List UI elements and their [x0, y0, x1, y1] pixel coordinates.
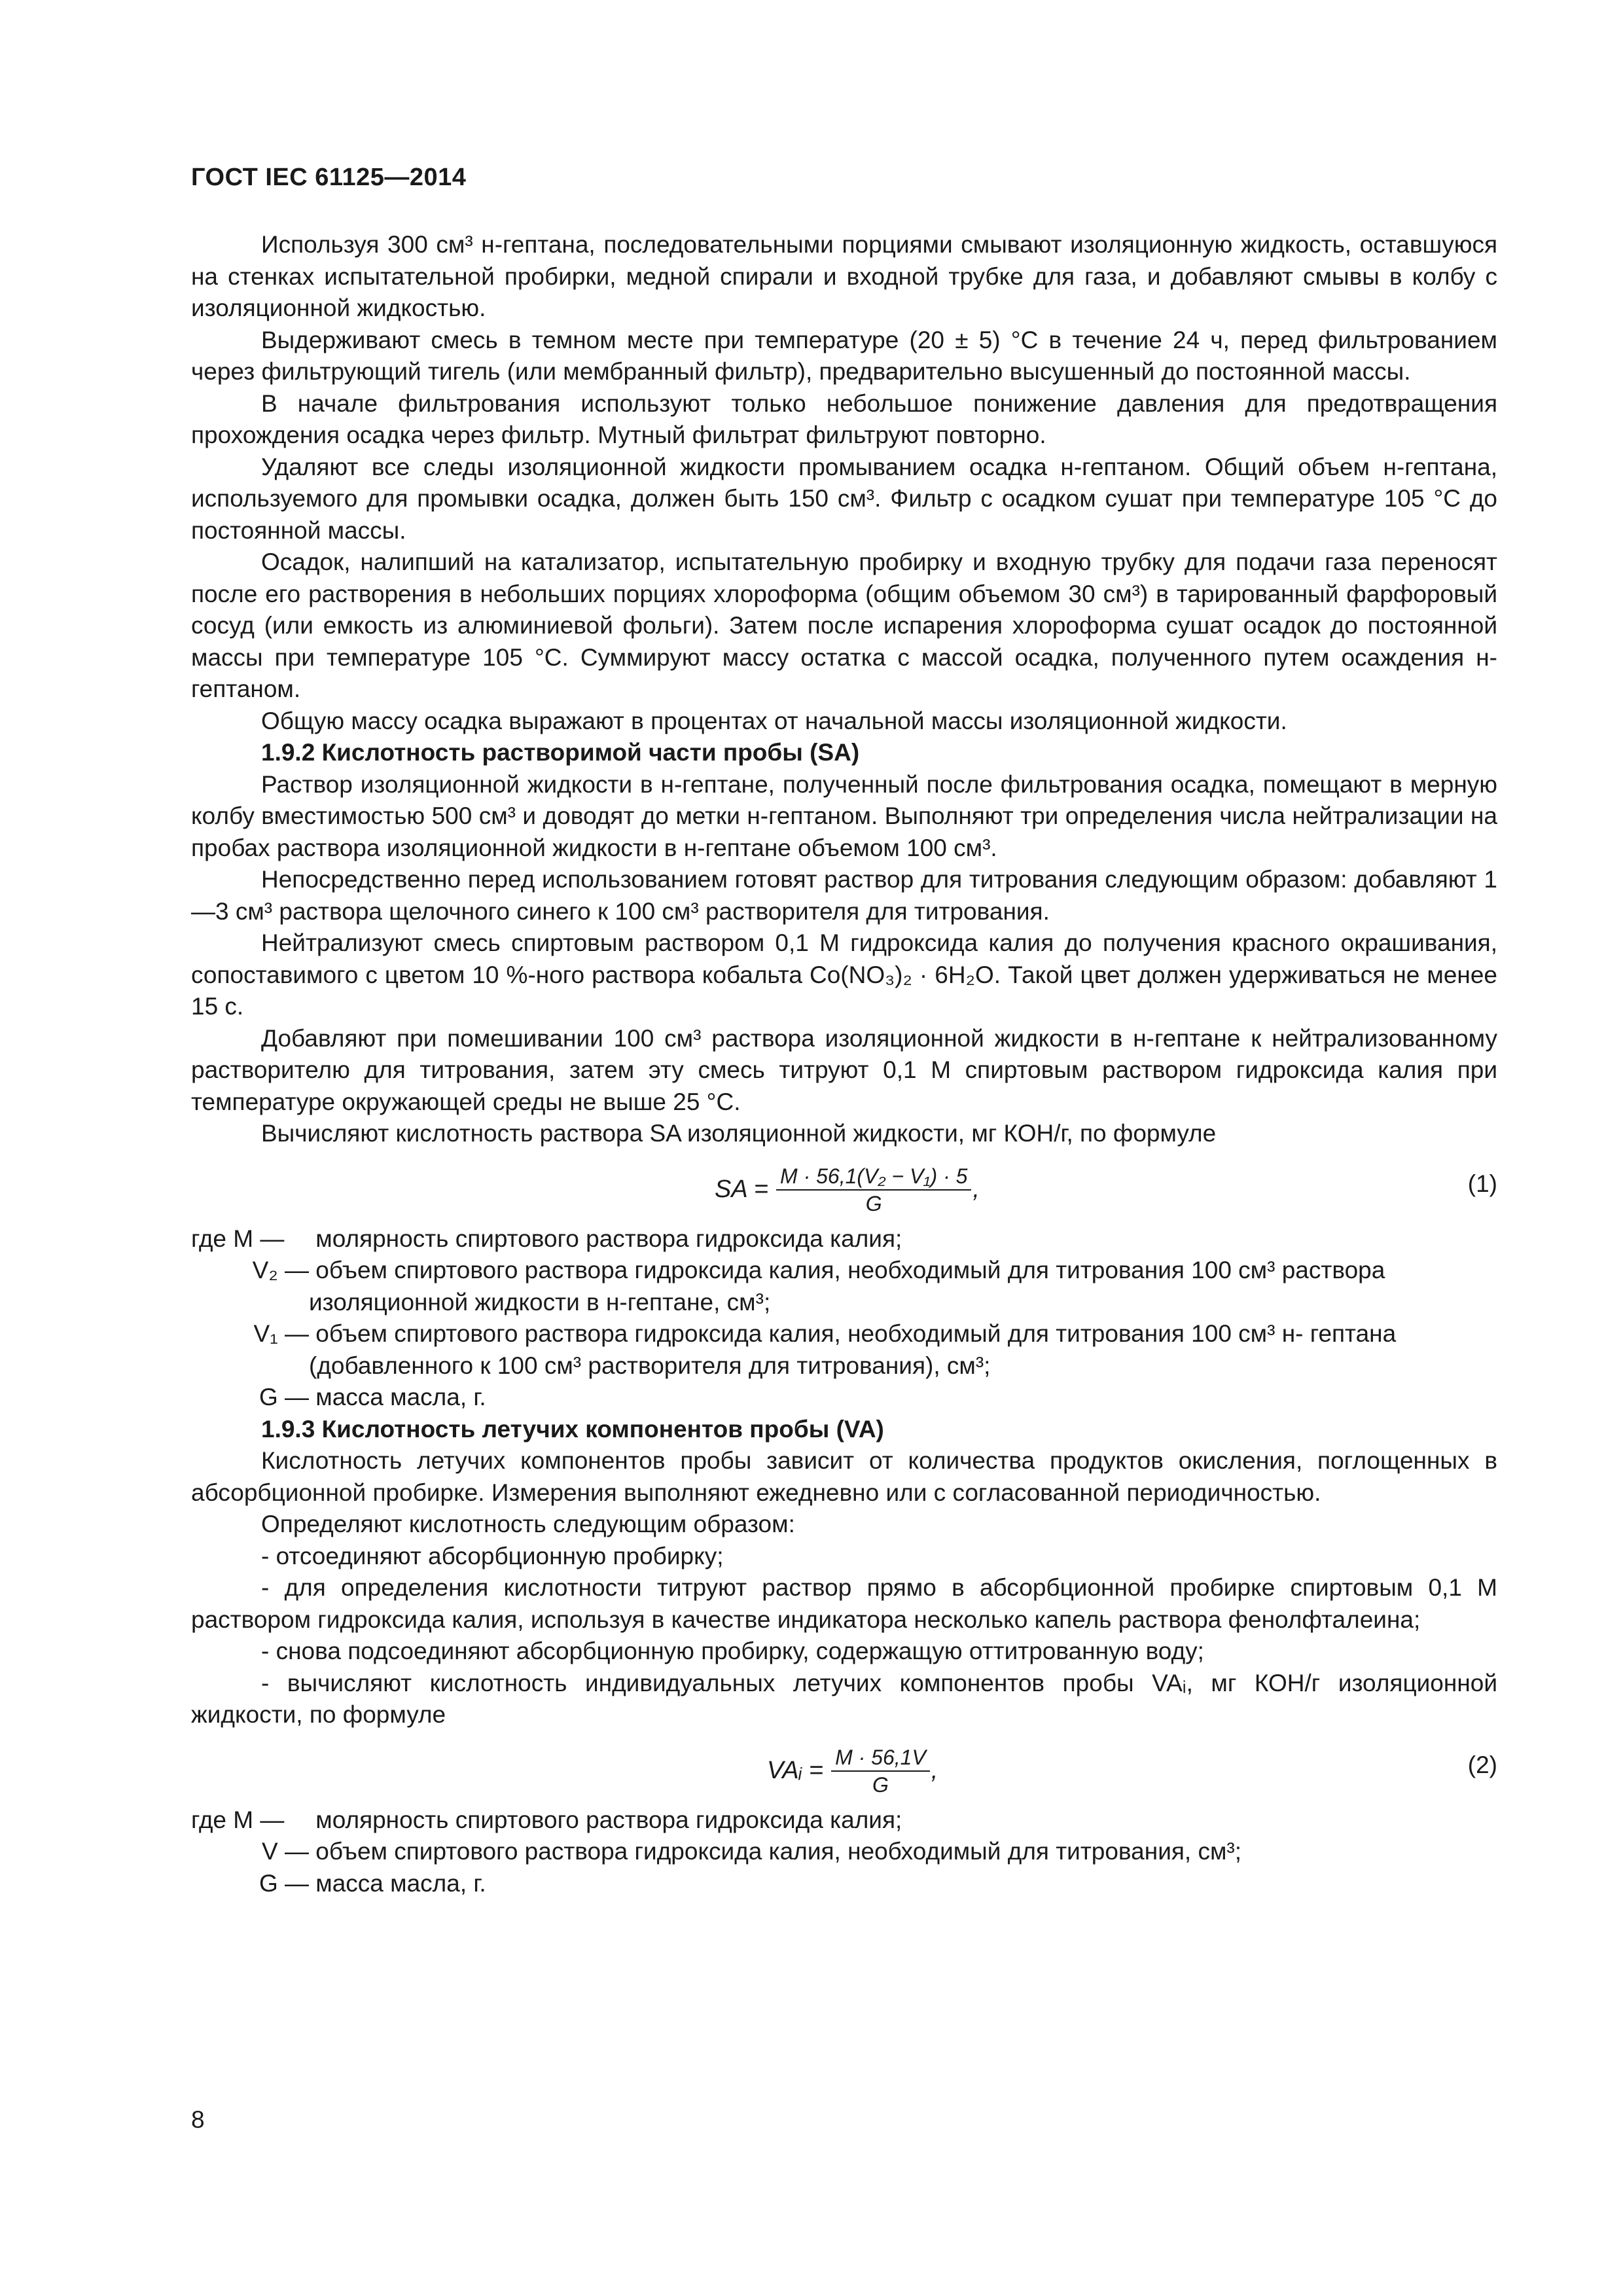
formula-1-fraction	[776, 1163, 971, 1217]
formula-2-numerator: M · 56,1V	[835, 1745, 926, 1769]
paragraph: Удаляют все следы изоляционной жидкости промыванием осадка н-гептаном. Общий объем н-гептана, используемого для промывки осадка, должен быть 150 см³. Фильтр с осадком сушат при температуре 105 °С до постоянной массы.	[191, 453, 1497, 544]
definition-item	[191, 1868, 1497, 1900]
formula-2-lhs: VAᵢ =	[767, 1757, 824, 1785]
definition-list-1	[191, 1223, 1497, 1414]
definition-symbol: где M —	[191, 1806, 285, 1833]
section-heading-1-9-3: 1.9.3 Кислотность летучих компонентов пробы (VA)	[261, 1415, 884, 1443]
formula-1-denominator: G	[865, 1191, 882, 1215]
document-body	[191, 229, 1497, 1899]
definition-text: молярность спиртового раствора гидроксида калия;	[315, 1806, 902, 1833]
formula-1-numerator: M · 56,1(V₂ − V₁) · 5	[780, 1164, 968, 1188]
definition-symbol: V —	[262, 1838, 309, 1865]
formula-2-comma: ,	[931, 1757, 938, 1785]
formula-2	[191, 1731, 1497, 1804]
document-header: ГОСТ IEC 61125—2014	[191, 164, 467, 191]
definition-item	[191, 1223, 1497, 1255]
definition-symbol: V₂ —	[252, 1257, 309, 1283]
formula-2-denominator: G	[872, 1772, 889, 1797]
definition-symbol: V₁ —	[253, 1320, 309, 1347]
definition-item	[191, 1318, 1497, 1350]
list-item: - отсоединяют абсорбционную пробирку;	[261, 1542, 724, 1570]
formula-2-number: (2)	[1467, 1751, 1497, 1778]
list-item: - для определения кислотности титруют раствор прямо в абсорбционной пробирке спиртовым 0,1 М раствором гидроксида калия, используя в качестве индикатора несколько капель раствора фенолфталеина;	[191, 1574, 1497, 1633]
definition-text: молярность спиртового раствора гидроксида калия;	[315, 1225, 902, 1252]
definition-text: объем спиртового раствора гидроксида калия, необходимый для титрования 100 см³ раствора	[315, 1257, 1385, 1283]
definition-symbol: G —	[259, 1384, 309, 1410]
paragraph: Непосредственно перед использованием готовят раствор для титрования следующим образом: добавляют 1—3 см³ раствора щелочного синего к 100 см³ растворителя для титрования.	[191, 866, 1497, 925]
definition-text: объем спиртового раствора гидроксида калия, необходимый для титрования, см³;	[315, 1838, 1241, 1865]
definition-item	[191, 1804, 1497, 1837]
paragraph: В начале фильтрования используют только небольшое понижение давления для предотвращения прохождения осадка через фильтр. Мутный фильтрат фильтруют повторно.	[191, 389, 1497, 448]
paragraph: Определяют кислотность следующим образом:	[261, 1511, 795, 1537]
paragraph: Вычисляют кислотность раствора SA изоляционной жидкости, мг КОН/г, по формуле	[261, 1120, 1217, 1147]
paragraph: Осадок, налипший на катализатор, испытательную пробирку и входную трубку для подачи газа переносят после его растворения в небольших порциях хлороформа (общим объемом 30 см³) в тарированный фарфоровый сосуд (или емкость из алюминиевой фольги). Затем после испарения хлороформа сушат осадок до постоянной массы при температуре 105 °С. Суммируют массу остатка с массой осадка, полученного путем осаждения н- гептаном.	[191, 548, 1497, 702]
paragraph: Добавляют при помешивании 100 см³ раствора изоляционной жидкости в н-гептане к нейтрализованному растворителю для титрования, затем эту смесь титруют 0,1 М спиртовым раствором гидроксида калия при температуре окружающей среды не выше 25 °С.	[191, 1024, 1497, 1115]
definition-item	[191, 1255, 1497, 1287]
formula-1-comma: ,	[972, 1175, 980, 1204]
definition-text: объем спиртового раствора гидроксида калия, необходимый для титрования 100 см³ н- гептана	[315, 1320, 1397, 1347]
list-item: - вычисляют кислотность индивидуальных летучих компонентов пробы VAᵢ, мг КОН/г изоляционной жидкости, по формуле	[191, 1669, 1497, 1728]
paragraph: Нейтрализуют смесь спиртовым раствором 0,1 М гидроксида калия до получения красного окрашивания, сопоставимого с цветом 10 %-ного раствора кобальта Co(NO₃)₂ · 6H₂O. Такой цвет должен удерживаться не менее 15 с.	[191, 929, 1497, 1020]
paragraph: Кислотность летучих компонентов пробы зависит от количества продуктов окисления, поглощенных в абсорбционной пробирке. Измерения выполняют ежедневно или с согласованной периодичностью.	[191, 1447, 1497, 1506]
section-heading-1-9-2: 1.9.2 Кислотность растворимой части пробы (SA)	[261, 739, 860, 766]
paragraph: Выдерживают смесь в темном месте при температуре (20 ± 5) °С в течение 24 ч, перед фильтрованием через фильтрующий тигель (или мембранный фильтр), предварительно высушенный до постоянной массы.	[191, 326, 1497, 385]
definition-item	[191, 1382, 1497, 1414]
paragraph: Используя 300 см³ н-гептана, последовательными порциями смывают изоляционную жидкость, оставшуюся на стенках испытательной пробирки, медной спирали и входной трубке для газа, и добавляют смывы в колбу с изоляционной жидкостью.	[191, 231, 1497, 321]
formula-2-fraction	[831, 1744, 930, 1798]
formula-1-number: (1)	[1467, 1170, 1497, 1197]
definition-symbol: G —	[259, 1869, 309, 1897]
definition-symbol: где M —	[191, 1225, 285, 1252]
definition-text: масса масла, г.	[315, 1869, 486, 1897]
definition-item	[191, 1836, 1497, 1868]
formula-1-lhs: SA =	[715, 1175, 769, 1204]
page-number: 8	[191, 2106, 205, 2133]
paragraph: Раствор изоляционной жидкости в н-гептане, полученный после фильтрования осадка, помещают в мерную колбу вместимостью 500 см³ и доводят до метки н-гептаном. Выполняют три определения числа нейтрализации на пробах раствора изоляционной жидкости в н-гептане объемом 100 см³.	[191, 770, 1497, 861]
definition-continuation: изоляционной жидкости в н-гептане, см³;	[309, 1288, 771, 1316]
definition-continuation: (добавленного к 100 см³ растворителя для титрования), см³;	[309, 1352, 991, 1379]
formula-1	[191, 1150, 1497, 1223]
definition-text: масса масла, г.	[315, 1384, 486, 1410]
definition-list-2	[191, 1804, 1497, 1900]
list-item: - снова подсоединяют абсорбционную пробирку, содержащую оттитрованную воду;	[261, 1638, 1204, 1664]
paragraph: Общую массу осадка выражают в процентах от начальной массы изоляционной жидкости.	[261, 707, 1287, 734]
